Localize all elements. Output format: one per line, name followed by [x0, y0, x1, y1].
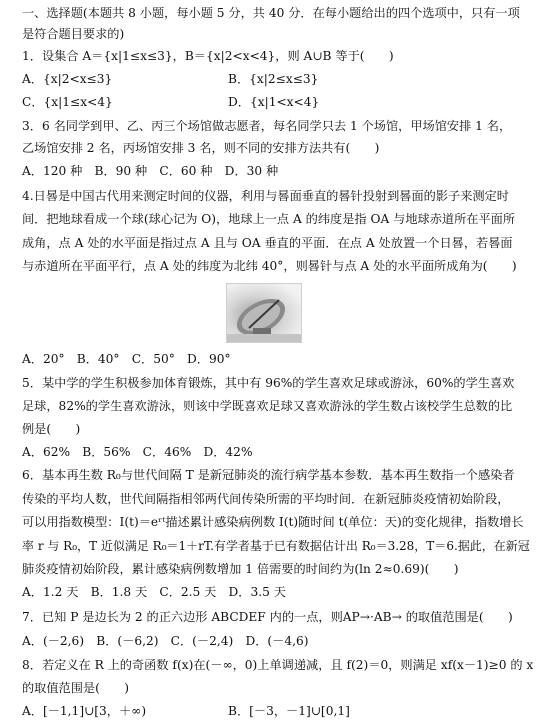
- q4-line2: 间．把地球看成一个球(球心记为 O)，地球上一点 A 的纬度是指 OA 与地球赤道所在平面所: [22, 212, 516, 226]
- q5-options: A．62% B．56% C．46% D．42%: [22, 445, 253, 459]
- q6-line3: 可以用指数模型：I(t)＝eʳᵗ描述累计感染病例数 I(t)随时间 t(单位：天)的变化规律，指数增长: [22, 515, 524, 529]
- q4-options: A．20° B．40° C．50° D．90°: [22, 352, 231, 366]
- sundial-photo: [226, 283, 302, 343]
- q4-line3: 成角，点 A 处的水平面是指过点 A 且与 OA 垂直的平面．在点 A 处放置一个日晷，若晷面: [22, 236, 513, 250]
- q6-line2: 传染的平均人数，世代间隔指相邻两代间传染所需的平均时间．在新冠肺炎疫情初始阶段，: [22, 492, 510, 506]
- q8-option-b: B．[－3，－1]∪[0,1]: [228, 704, 350, 718]
- q5-line1: 5．某中学的学生积极参加体育锻炼，其中有 96%的学生喜欢足球或游泳，60%的学生喜欢: [22, 376, 515, 390]
- q1-option-c: C．{x|1≤x<4}: [22, 95, 113, 109]
- q6-line5: 肺炎疫情初始阶段，累计感染病例数增加 1 倍需要的时间约为(ln 2≈0.69)( ): [22, 562, 459, 576]
- q1-option-a: A．{x|2<x≤3}: [22, 72, 113, 86]
- sundial-illustration: [227, 284, 301, 342]
- q4-line4: 与赤道所在平面平行，点 A 处的纬度为北纬 40°，则晷针与点 A 处的水平面所成角为( ): [22, 259, 517, 273]
- section-header-line2: 是符合题目要求的): [22, 27, 125, 41]
- q6-line4: 率 r 与 R₀，T 近似满足 R₀＝1＋rT.有学者基于已有数据估计出 R₀＝3.28，T＝6.据此，在新冠: [22, 539, 530, 553]
- q5-line2: 足球，82%的学生喜欢游泳，则该中学既喜欢足球又喜欢游泳的学生数占该校学生总数的比: [22, 399, 513, 413]
- q8-line2: 的取值范围是( ): [22, 681, 130, 695]
- q8-option-a: A．[－1,1]∪[3，＋∞): [22, 704, 147, 718]
- q3-options: A．120 种 B．90 种 C．60 种 D．30 种: [22, 164, 279, 178]
- q7-stem: 7．已知 P 是边长为 2 的正六边形 ABCDEF 内的一点，则AP→·AB→ 的取值范围是( ): [22, 610, 513, 624]
- q3-line2: 乙场馆安排 2 名，丙场馆安排 3 名，则不同的安排方法共有( ): [22, 141, 380, 155]
- q7-options: A．(－2,6) B．(－6,2) C．(－2,4) D．(－4,6): [22, 634, 309, 648]
- q5-line3: 例是( ): [22, 422, 81, 436]
- q1-option-d: D．{x|1<x<4}: [228, 95, 320, 109]
- section-header-line1: 一、选择题(本题共 8 小题，每小题 5 分，共 40 分．在每小题给出的四个选项中，只有一项: [22, 6, 520, 20]
- q1-option-b: B．{x|2≤x≤3}: [228, 72, 319, 86]
- q6-options: A．1.2 天 B．1.8 天 C．2.5 天 D．3.5 天: [22, 585, 286, 599]
- q1-stem: 1．设集合 A＝{x|1≤x≤3}，B＝{x|2<x<4}，则 A∪B 等于( ): [22, 49, 394, 63]
- q4-line1: 4.日晷是中国古代用来测定时间的仪器，利用与晷面垂直的晷针投射到晷面的影子来测定时: [22, 189, 509, 203]
- q6-line1: 6．基本再生数 R₀与世代间隔 T 是新冠肺炎的流行病学基本参数．基本再生数指一个感染者: [22, 468, 515, 482]
- q8-line1: 8．若定义在 R 上的奇函数 f(x)在(－∞，0)上单调递减，且 f(2)＝0，则满足 xf(x－1)≥0 的 x: [22, 658, 534, 672]
- q3-line1: 3．6 名同学到甲、乙、丙三个场馆做志愿者，每名同学只去 1 个场馆，甲场馆安排 1 名，: [22, 119, 512, 133]
